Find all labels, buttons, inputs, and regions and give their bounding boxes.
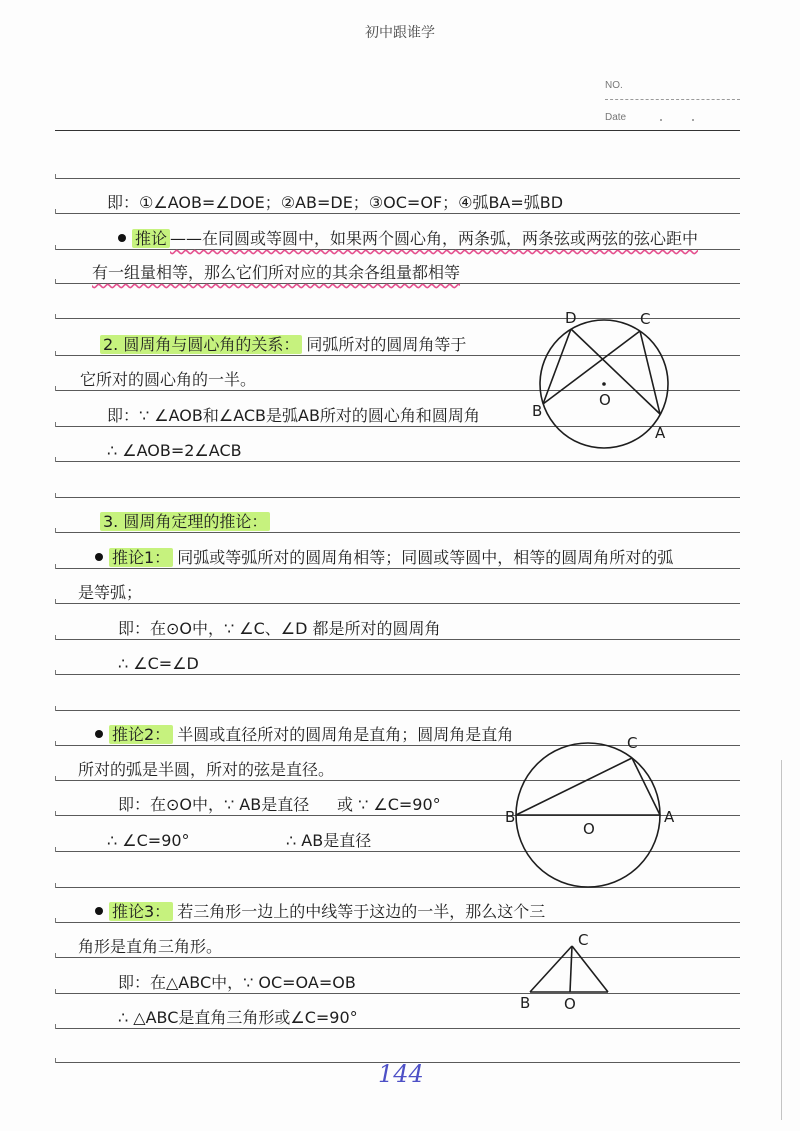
page-header-title: 初中跟谁学 xyxy=(365,25,435,41)
figure-diameter-right-angle xyxy=(505,734,675,887)
side-ca xyxy=(572,946,608,992)
corollary2-line-3b: 或 ∵ ∠C=90° xyxy=(337,795,441,814)
side-bc xyxy=(530,946,572,992)
corollary3-line-2: 角形是直角三角形。 xyxy=(78,937,223,956)
figure-median-triangle xyxy=(520,931,608,1013)
corollary2-text-1: 半圆或直径所对的圆周角是直角；圆周角是直角 xyxy=(177,725,514,744)
corollary1-tag: 推论1： xyxy=(109,548,173,567)
chord-ca xyxy=(640,331,660,414)
corollary2-tag: 推论2： xyxy=(109,725,173,744)
corollary1-line-4: ∴ ∠C=∠D xyxy=(118,654,199,673)
page-number: 144 xyxy=(378,1060,424,1088)
label-c: C xyxy=(627,734,638,752)
label-d: D xyxy=(565,309,577,327)
median-co xyxy=(570,946,572,992)
corollary2-line-3a: 即：在⊙O中，∵ AB是直径 xyxy=(118,795,310,814)
corollary3-tag: 推论3： xyxy=(109,902,173,921)
corollary1-line-2: 是等弧； xyxy=(78,583,143,602)
section2-heading: 2. 圆周角与圆心角的关系： xyxy=(100,335,302,354)
equalities-line: 即：①∠AOB=∠DOE；②AB=DE；③OC=OF；④弧BA=弧BD xyxy=(107,193,564,212)
label-b: B xyxy=(505,808,516,826)
corollary-text-1: ——在同圆或等圆中，如果两个圆心角，两条弧，两条弦或两弦的弦心距中 xyxy=(170,229,699,248)
chord-bc xyxy=(516,758,632,815)
section2-line-3: 即：∵ ∠AOB和∠ACB是弧AB所对的圆心角和圆周角 xyxy=(107,406,480,425)
label-a: A xyxy=(664,808,675,826)
label-a: A xyxy=(655,424,666,442)
chord-ca xyxy=(632,758,660,815)
corollary3-line-3: 即：在△ABC中，∵ OC=OA=OB xyxy=(118,973,356,992)
chord-da xyxy=(571,329,660,414)
corollary2-line-4a: ∴ ∠C=90° xyxy=(107,831,190,850)
corollary1-text-1: 同弧或等弧所对的圆周角相等；同圆或等圆中，相等的圆周角所对的弧 xyxy=(177,548,674,567)
label-b: B xyxy=(532,402,543,420)
section3-heading: 3. 圆周角定理的推论： xyxy=(100,512,270,531)
corollary3-line-4: ∴ △ABC是直角三角形或∠C=90° xyxy=(118,1008,358,1027)
label-o: O xyxy=(583,820,595,838)
corollary3-text-1: 若三角形一边上的中线等于这边的一半，那么这个三 xyxy=(177,902,546,921)
label-o: O xyxy=(599,391,611,409)
page-edge xyxy=(781,760,782,1120)
label-o: O xyxy=(564,995,576,1013)
corollary-tag: 推论 xyxy=(132,229,170,248)
label-b: B xyxy=(520,994,531,1012)
section2-line-4: ∴ ∠AOB=2∠ACB xyxy=(107,441,242,460)
corollary-line-2: 有一组量相等，那么它们所对应的其余各组量都相等 xyxy=(92,263,461,282)
date-label: Date xyxy=(605,112,627,123)
label-c: C xyxy=(640,310,651,328)
center-dot xyxy=(602,382,606,386)
corollary2-line-2: 所对的弧是半圆，所对的弦是直径。 xyxy=(78,760,335,779)
corollary1-line-3: 即：在⊙O中，∵ ∠C、∠D 都是所对的圆周角 xyxy=(118,619,441,638)
chord-cb xyxy=(543,331,640,404)
section2-line-2: 它所对的圆心角的一半。 xyxy=(80,370,257,389)
section2-text-1: 同弧所对的圆周角等于 xyxy=(306,335,467,354)
label-c: C xyxy=(578,931,589,949)
no-label: NO. xyxy=(605,80,623,91)
figure-inscribed-angles xyxy=(532,309,668,448)
corollary2-line-4b: ∴ AB是直径 xyxy=(286,831,372,850)
